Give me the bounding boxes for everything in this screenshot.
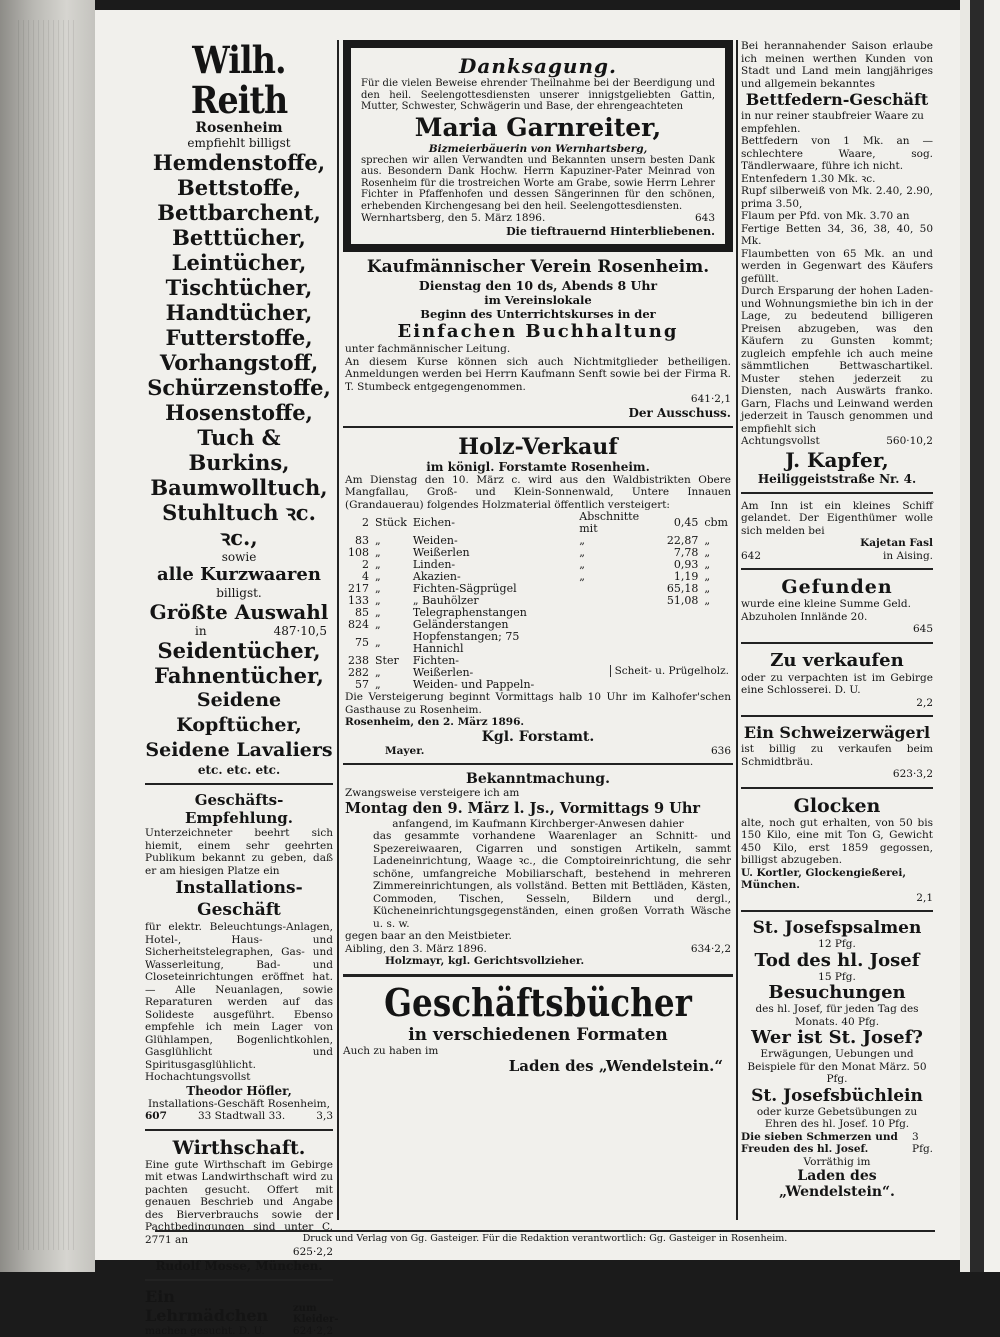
bek-where: anfangend, im Kaufmann Kirchberger-Anwesen dahier [345, 818, 731, 831]
holz-cell-e [576, 631, 664, 655]
bek-ad [343, 771, 733, 968]
bett-body: Durch Ersparung der hohen Laden- und Wohnungsmiethe bin ich in der Lage, zu bedeutend billigeren Preisen abzugeben, was den Käufern zu Gunsten kommt; zugleich empfehle ich auch meine sämmtlichen Bettwaschartikel. Muster stehen jederzeit zu Diensten, nach Auswärts franko. Garn, Flachs und Leinwand werden jederzeit in Tausch genommen und empfiehlt sich [741, 285, 933, 435]
reith-auswahl: Größte Auswahl [145, 600, 333, 624]
holz-cell-v: 7,78 [664, 547, 702, 559]
reith-item: Futterstoffe, [145, 325, 333, 350]
reith-item: Tischtücher, [145, 275, 333, 300]
divider [741, 492, 933, 494]
holz-ad [343, 434, 733, 758]
bek-date: Montag den 9. März l. Js., Vormittags 9 Uhr [345, 800, 731, 818]
footer-rule [155, 1230, 935, 1232]
gb-auch: Auch zu haben im [343, 1045, 733, 1058]
reith-item: Stuhltuch ꝛc. ꝛc., [145, 500, 333, 550]
holz-row [345, 679, 731, 691]
kv-loc: im Vereinslokale [345, 293, 731, 307]
holz-cell-unit: „ [701, 595, 731, 607]
zuv-code: 2,2 [741, 697, 933, 710]
kv-leit: unter fachmännischer Leitung. [345, 343, 731, 356]
page-gap [970, 0, 984, 1272]
holz-cell-n: 217 [345, 583, 372, 595]
dank-sub: Bizmeierbäuerin von Wernhartsberg, [361, 143, 715, 155]
holz-cell-d: Weißerlen- [410, 667, 576, 679]
holz-cell-unit: cbm [701, 511, 731, 535]
reith-item: Handtücher, [145, 300, 333, 325]
holz-cell-d: Akazien- [410, 571, 576, 583]
holz-cell-u: „ [372, 595, 410, 607]
reith-item: Betttücher, [145, 225, 333, 250]
holz-cell-e [576, 595, 664, 607]
dank-title: Danksagung. [361, 54, 715, 78]
holz-cell-d: Geländerstangen [410, 619, 576, 631]
reith-item2: Seidene Kopftücher, [145, 688, 333, 738]
holz-cell-v: 51,08 [664, 595, 702, 607]
empf-body2: für elektr. Beleuchtungs-Anlagen, Hotel-, Haus- und Sicherheitstelegraphen, Gas- und Wasserleitung, Bad- und Closeteinrichtungen eröffnet hat. — Alle Neuanlagen, sowie Reparaturen werden auf das Solideste ausgeführt. Ebenso empfehle ich mein Lager von Glühlampen, Bogenlichtkohlen, Gasglühlicht und Spiritusgasglühlicht. Hochachtungsvollst [145, 921, 333, 1084]
holz-cell-unit: „ [701, 547, 731, 559]
glocken-ad [741, 795, 933, 905]
holz-cell-e: „ [576, 559, 664, 571]
holz-name-line [345, 745, 731, 758]
holz-cell-u: Ster [372, 655, 410, 667]
schw-code: 623·3,2 [741, 768, 933, 781]
holz-cell-n: 282 [345, 667, 372, 679]
book-title: Besuchungen [741, 983, 933, 1003]
bek-cash: gegen baar an den Meistbieter. [345, 930, 731, 943]
divider [741, 910, 933, 912]
holz-cell-e [576, 607, 664, 619]
bett-line: Flaum per Pfd. von Mk. 3.70 an [741, 210, 933, 223]
kv-body: An diesem Kurse können sich auch Nichtmitglieder betheiligen. Anmeldungen werden bei Herrn Kaufmann Senft sowie bei der Firma R. T. Stumbeck entgegengenommen. [345, 356, 731, 394]
holz-cell-v [664, 619, 702, 631]
holz-row [345, 595, 731, 607]
holz-cell-unit: „ [701, 535, 731, 547]
bek-code: 634·2,2 [691, 943, 731, 956]
book-desc: oder kurze Gebetsübungen zu Ehren des hl. Josef. 10 Pfg. [741, 1106, 933, 1131]
holz-cell-d: Weiden- und Pappeln- [410, 679, 576, 691]
bek-title: Bekanntmachung. [345, 771, 731, 787]
geschaeftsbuecher-ad [343, 974, 733, 1076]
holz-cell-e [576, 619, 664, 631]
empf-title: Geschäfts-Empfehlung. [145, 791, 333, 827]
empf-addr: 33 Stadtwall 33. [198, 1110, 285, 1123]
holz-cell-e: „ [576, 535, 664, 547]
wirth-ad [145, 1137, 333, 1273]
dank-place: Wernhartsberg, den 5. März 1896. [361, 212, 545, 225]
column-3 [741, 40, 933, 1200]
schiff-body: Am Inn ist ein kleines Schiff gelandet. Der Eigenthümer wolle sich melden bei [741, 500, 933, 538]
dank-place-line [361, 212, 715, 225]
holz-cell-v: 0,45 [664, 511, 702, 535]
book-binding [0, 0, 95, 1272]
holz-cell-e: „ [576, 547, 664, 559]
empfehlung-ad [145, 791, 333, 1123]
kv-course: Einfachen Buchhaltung [345, 321, 731, 343]
kv-sign: Der Ausschuss. [345, 406, 731, 420]
holz-office: Kgl. Forstamt. [345, 729, 731, 745]
bett-intro: Bei herannahender Saison erlaube ich meinen werthen Kunden von Stadt und Land mein langjähriges und allgemein bekanntes [741, 40, 933, 90]
bett-achtung: Achtungsvollst [741, 435, 820, 448]
holz-cell-u: Stück [372, 511, 410, 535]
holz-sub: im königl. Forstamte Rosenheim. [345, 460, 731, 474]
empf-inst: Installations-Geschäft [145, 877, 333, 921]
holz-cell-d: Telegraphenstangen [410, 607, 576, 619]
holz-row [345, 607, 731, 619]
holz-cell-v [664, 679, 702, 691]
kv-date: Dienstag den 10 ds, Abends 8 Uhr [345, 278, 731, 293]
empf-firm: Installations-Geschäft Rosenheim, [145, 1098, 333, 1111]
holz-cell-unit [701, 631, 731, 655]
books-vorr: Vorräthig im [741, 1156, 933, 1169]
holz-cell-e: „ [576, 571, 664, 583]
empf-no: 607 [145, 1110, 167, 1123]
glock-body: alte, noch gut erhalten, von 50 bis 150 Kilo, eine mit Ton G, Gewicht 450 Kilo, erst 1859 gegossen, billigst abzugeben. [741, 817, 933, 867]
holz-table-wrap [345, 511, 731, 691]
dank-code: 643 [695, 212, 715, 225]
reith-item: Hosenstoffe, [145, 400, 333, 425]
bett-line: Entenfedern 1.30 Mk. ꝛc. [741, 173, 933, 186]
holz-cell-n: 2 [345, 511, 372, 535]
binding-texture [18, 20, 78, 1250]
newspaper-page [95, 10, 960, 1260]
wirth-title: Wirthschaft. [145, 1137, 333, 1159]
schiff-who: Kajetan Fasl [741, 537, 933, 550]
column-rule-1 [337, 40, 339, 1220]
column-rule-2 [736, 40, 738, 1220]
reith-intro: empfiehlt billigst [145, 136, 333, 150]
kv-title: Kaufmännischer Verein Rosenheim. [345, 256, 731, 278]
holz-cell-unit [701, 607, 731, 619]
book-price: 3 Pfg. [912, 1131, 933, 1156]
bett-line: Flaumbetten von 65 Mk. an und werden in Gegenwart des Käufers gefüllt. [741, 248, 933, 286]
reith-sowie: sowie [145, 550, 333, 564]
holz-cell-d: Linden- [410, 559, 576, 571]
wirth-body: Eine gute Wirthschaft im Gebirge mit etwas Landwirthschaft wird zu pachten gesucht. Offert mit genauen Beschrieb und Angabe des Bierverbrauchs sowie der Pachtbedingungen sind unter C. 2771 an [145, 1159, 333, 1247]
reith-item2: Seidene Lavaliers [145, 738, 333, 763]
divider [145, 1129, 333, 1131]
dank-name: Maria Garnreiter, [361, 113, 715, 143]
holz-cell-v [664, 631, 702, 655]
gef-body: wurde eine kleine Summe Geld. Abzuholen Innlände 20. [741, 598, 933, 623]
next-page-edge [960, 0, 1000, 1272]
holz-cell-u: „ [372, 583, 410, 595]
reith-item: Bettbarchent, [145, 200, 333, 225]
holz-cell-d: Hopfenstangen; 75 Hannichl [410, 631, 576, 655]
divider [343, 763, 733, 765]
schiff-where: in Aising. [883, 550, 933, 563]
holz-cell-e [576, 583, 664, 595]
glock-title: Glocken [741, 795, 933, 817]
holz-cell-n: 2 [345, 559, 372, 571]
bett-line: Fertige Betten 34, 36, 38, 40, 50 Mk. [741, 223, 933, 248]
divider [741, 715, 933, 717]
book-title: Die sieben Schmerzen und Freuden des hl. Josef. [741, 1131, 912, 1156]
lehr-zum: zum Kleider- [293, 1303, 333, 1325]
schw-title: Ein Schweizerwägerl [741, 723, 933, 743]
dank-sign: Die tieftrauernd Hinterbliebenen. [361, 225, 715, 238]
holz-cell-u: „ [372, 547, 410, 559]
holz-cell-n: 238 [345, 655, 372, 667]
holz-cell-n: 108 [345, 547, 372, 559]
reith-ad [145, 40, 333, 777]
schiff-ad [741, 500, 933, 563]
holz-cell-u: „ [372, 607, 410, 619]
reith-item: Leintücher, [145, 250, 333, 275]
holz-row [345, 619, 731, 631]
schiff-no: 642 [741, 550, 761, 563]
book-price: 15 Pfg. [741, 971, 933, 984]
bek-intro: Zwangsweise versteigere ich am [345, 787, 731, 800]
holz-cell-e: Abschnitte mit [576, 511, 664, 535]
holz-cell-unit: „ [701, 571, 731, 583]
schiff-line [741, 550, 933, 563]
holz-cell-d: Fichten- [410, 655, 576, 667]
reith-item2: Seidentücher, [145, 638, 333, 663]
lehr-code: 624·2,2 [293, 1325, 333, 1337]
empf-signer: Theodor Höfler, [145, 1084, 333, 1098]
empf-addr-line [145, 1110, 333, 1123]
holz-cell-e [576, 679, 664, 691]
lehr-ad [145, 1287, 333, 1337]
book-desc: des hl. Josef, für jeden Tag des Monats. 40 Pfg. [741, 1003, 933, 1028]
glock-code: 2,1 [741, 892, 933, 905]
josef-books-ad [741, 918, 933, 1200]
holz-cell-n: 824 [345, 619, 372, 631]
holz-name: Mayer. [345, 745, 424, 758]
book-desc: Erwägungen, Uebungen und Beispiele für den Monat März. 50 Pfg. [741, 1048, 933, 1086]
holz-cell-n: 85 [345, 607, 372, 619]
wirth-agent: Rudolf Mosse, München. [145, 1259, 333, 1273]
kv-beginn: Beginn des Unterrichtskurses in der [345, 307, 731, 321]
column-2 [343, 40, 733, 1075]
wirth-code: 625·2,2 [145, 1246, 333, 1259]
reith-item: Hemdenstoffe, [145, 150, 333, 175]
footer-imprint: Druck und Verlag von Gg. Gasteiger. Für die Redaktion verantwortlich: Gg. Gasteiger in Rosenheim. [155, 1233, 935, 1244]
holz-cell-n: 75 [345, 631, 372, 655]
holz-cell-n: 57 [345, 679, 372, 691]
reith-item: Tuch & Burkins, [145, 425, 333, 475]
holz-body: Die Versteigerung beginnt Vormittags halb 10 Uhr im Kalhofer'schen Gasthause zu Rosenheim. [345, 691, 731, 716]
book-title: Wer ist St. Josef? [741, 1028, 933, 1048]
holz-cell-unit [701, 619, 731, 631]
next-page-paper [984, 0, 1000, 1272]
reith-item: Vorhangstoff, [145, 350, 333, 375]
bek-place-line [345, 943, 731, 956]
holz-brace: Scheit- u. Prügelholz. [610, 665, 729, 678]
holz-intro: Am Dienstag den 10. März c. wird aus den Waldbistrikten Obere Mangfallau, Groß- und Klein-Sonnenwald, Untere Innauen (Grandauerau) folgendes Holzmaterial öffentlich versteigert: [345, 474, 731, 512]
bett-line: Rupf silberweiß von Mk. 2.40, 2.90, prima 3.50, [741, 185, 933, 210]
schweizer-ad [741, 723, 933, 781]
holz-cell-d: Eichen- [410, 511, 576, 535]
holz-cell-n: 4 [345, 571, 372, 583]
bett-line: Bettfedern von 1 Mk. an — schlechtere Waare, sog. Tändlerwaare, führe ich nicht. [741, 135, 933, 173]
glock-firm: U. Kortler, Glockengießerei, München. [741, 867, 933, 892]
kv-ad [343, 252, 733, 420]
gb-sub: in verschiedenen Formaten [343, 1025, 733, 1045]
gefunden-ad [741, 576, 933, 636]
holz-cell-u: „ [372, 619, 410, 631]
reith-etc: etc. etc. etc. [145, 763, 333, 777]
holz-cell-unit [701, 679, 731, 691]
holz-cell-n: 133 [345, 595, 372, 607]
holz-cell-v: 22,87 [664, 535, 702, 547]
books-laden: Laden des „Wendelstein“. [741, 1168, 933, 1200]
gef-code: 645 [741, 623, 933, 636]
bett-name: J. Kapfer, [741, 448, 933, 472]
empf-code: 3,3 [316, 1110, 333, 1123]
reith-kurz: alle Kurzwaaren [145, 564, 333, 586]
holz-cell-u: „ [372, 679, 410, 691]
reith-title: Wilh. Reith [154, 40, 323, 120]
gb-title: Geschäftsbücher [370, 981, 705, 1025]
gef-title: Gefunden [741, 576, 933, 598]
bett-addr: Heiliggeiststraße Nr. 4. [741, 472, 933, 486]
holz-code: 636 [711, 745, 731, 758]
holz-cell-v: 65,18 [664, 583, 702, 595]
bett-code: 560·10,2 [886, 435, 933, 448]
holz-cell-u: „ [372, 571, 410, 583]
divider [145, 1279, 333, 1281]
zuverkaufen-ad [741, 650, 933, 710]
lehr-title: Ein Lehrmädchen [145, 1287, 293, 1325]
divider [741, 787, 933, 789]
reith-code: 487·10,5 [274, 624, 327, 638]
holz-cell-unit: „ [701, 559, 731, 571]
reith-code-line [145, 624, 333, 638]
bek-sign: Holzmayr, kgl. Gerichtsvollzieher. [345, 955, 731, 968]
divider [741, 568, 933, 570]
reith-item: Schürzenstoffe, [145, 375, 333, 400]
holz-cell-u: „ [372, 631, 410, 655]
kv-code: 641·2,1 [691, 393, 731, 406]
holz-row [345, 511, 731, 535]
book-title: Tod des hl. Josef [741, 951, 933, 971]
holz-cell-unit: „ [701, 583, 731, 595]
holz-place: Rosenheim, den 2. März 1896. [345, 716, 731, 729]
reith-in: in [195, 624, 207, 638]
holz-cell-u: „ [372, 535, 410, 547]
zuv-title: Zu verkaufen [741, 650, 933, 672]
holz-title: Holz-Verkauf [345, 434, 731, 460]
book-title: St. Josefspsalmen [741, 918, 933, 938]
lehr-line [145, 1287, 333, 1325]
bettfedern-ad [741, 40, 933, 486]
kv-sign-line [345, 393, 731, 406]
bett-sub: in nur reiner staubfreier Waare zu empfehlen. [741, 110, 933, 135]
bek-body: das gesammte vorhandene Waarenlager an Schnitt- und Spezereiwaaren, Cigarren und sonstigen Artikeln, sammt Ladeneinrichtung, Waage ꝛc., die Comptoireinrichtung, die sehr schöne, umfangreiche Mobiliarschaft, bestehend in mehreren Zimmereinrichtungen, als vollständ. Betten mit Bettläden, Kästen, Commoden, Tischen, Sesseln, Bildern und dergl., Kücheneinrichtungsgegenständen, einen großen Vorrath Wäsche u. s. w. [345, 830, 731, 930]
reith-item: Bettstoffe, [145, 175, 333, 200]
holz-cell-d: Weiden- [410, 535, 576, 547]
bett-title: Bettfedern-Geschäft [741, 90, 933, 110]
holz-cell-u: „ [372, 667, 410, 679]
holz-cell-d: Fichten-Sägprügel [410, 583, 576, 595]
zuv-body: oder zu verpachten ist im Gebirge eine Schlosserei. D. U. [741, 672, 933, 697]
schw-body: ist billig zu verkaufen beim Schmidtbräu. [741, 743, 933, 768]
reith-city: Rosenheim [145, 120, 333, 136]
gb-laden: Laden des „Wendelstein.“ [343, 1057, 733, 1075]
holz-cell-n: 83 [345, 535, 372, 547]
dank-body1: Für die vielen Beweise ehrender Theilnahme bei der Beerdigung und den heil. Seelengottesdiensten unserer innigstgeliebten Gattin, Mutter, Schwester, Schwägerin und Base, der ehrengeachteten [361, 78, 715, 113]
reith-item: Baumwolltuch, [145, 475, 333, 500]
book-title: St. Josefsbüchlein [741, 1086, 933, 1106]
bek-place: Aibling, den 3. März 1896. [345, 943, 487, 956]
holz-cell-d: Weißerlen [410, 547, 576, 559]
holz-row [345, 631, 731, 655]
holz-cell-v: 0,93 [664, 559, 702, 571]
holz-cell-v: 1,19 [664, 571, 702, 583]
reith-billigst: billigst. [145, 586, 333, 600]
divider [145, 783, 333, 785]
lehr-rest: machen gesucht. D. U. [145, 1325, 265, 1337]
danksagung-box [343, 40, 733, 252]
column-1 [145, 40, 333, 1337]
reith-item2: Fahnentücher, [145, 663, 333, 688]
holz-cell-d: „ Bauhölzer [410, 595, 576, 607]
holz-cell-u: „ [372, 559, 410, 571]
book-last-line [741, 1131, 933, 1156]
empf-body1: Unterzeichneter beehrt sich hiemit, einem sehr geehrten Publikum bekannt zu geben, daß er am hiesigen Platze ein [145, 827, 333, 877]
divider [343, 426, 733, 428]
holz-cell-v [664, 607, 702, 619]
book-price: 12 Pfg. [741, 938, 933, 951]
lehr-line2 [145, 1325, 333, 1337]
bett-achtung-line [741, 435, 933, 448]
dank-body2: sprechen wir allen Verwandten und Bekannten unsern besten Dank aus. Besondern Dank Hochw. Herrn Kapuziner-Pater Meinrad von Rosenheim für die trostreichen Worte am Grabe, sowie Herrn Lehrer Fichter in Pfaffenhofen und dessen Sängerinnen für den schönen, erhebenden Kirchengesang bei den heil. Seelengottesdiensten. [361, 155, 715, 213]
divider [741, 642, 933, 644]
